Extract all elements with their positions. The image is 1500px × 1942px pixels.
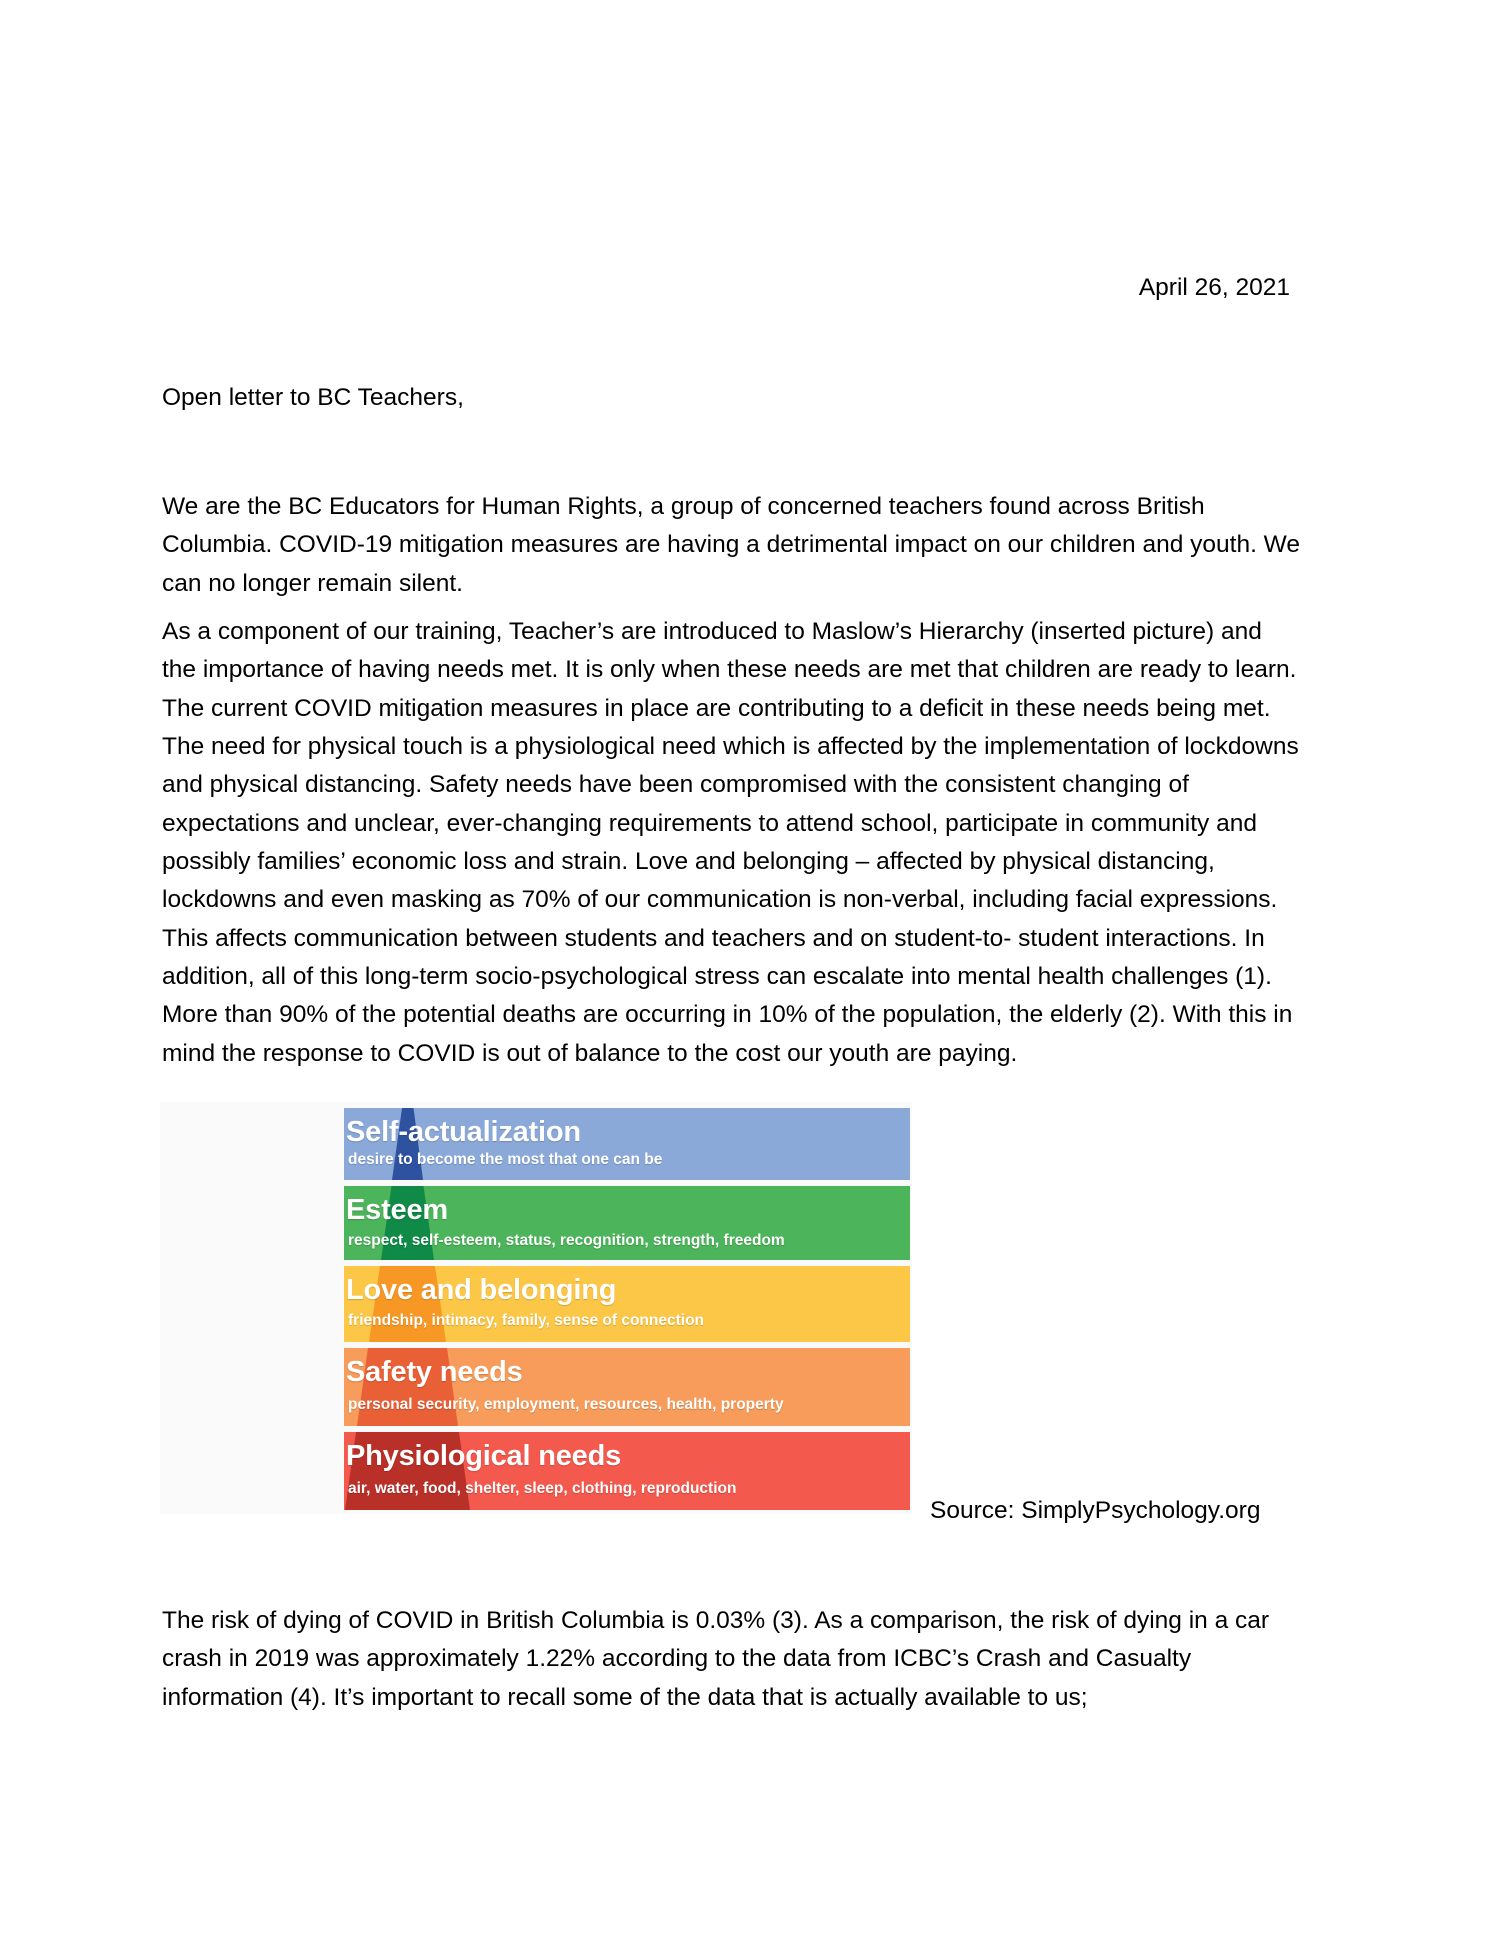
paragraph-risk-comparison: The risk of dying of COVID in British Columbia is 0.03% (3). As a comparison, the risk of dying in a car crash in 2019 was approximately 1.22% according to the data from ICBC’s Crash and Casualty information (4). It’s important to recall some of the data that is actually available to us; bbox=[162, 1607, 1270, 1711]
tier-bar-self-actualization bbox=[344, 1108, 910, 1180]
tier-subtitle-love-and-belonging: friendship, intimacy, family, sense of connection bbox=[348, 1312, 705, 1329]
paragraph-intro: We are the BC Educators for Human Rights, a group of concerned teachers found across British Columbia. COVID-19 mitigation measures are having a detrimental impact on our children and youth. We can no longer remain silent. bbox=[162, 493, 1300, 597]
tier-triangle-physiological-needs bbox=[345, 1432, 470, 1510]
tier-title-safety-needs: Safety needs bbox=[346, 1356, 523, 1388]
maslow-pyramid-graphic bbox=[160, 1102, 912, 1514]
tier-title-esteem: Esteem bbox=[346, 1194, 448, 1226]
tier-subtitle-esteem: respect, self-esteem, status, recognition, strength, freedom bbox=[348, 1232, 785, 1249]
tier-triangle-safety-needs bbox=[357, 1348, 458, 1426]
tier-title-love-and-belonging: Love and belonging bbox=[346, 1274, 617, 1306]
tier-subtitle-self-actualization: desire to become the most that one can be bbox=[348, 1151, 663, 1168]
tier-triangle-love-and-belonging bbox=[369, 1266, 446, 1342]
salutation-line: Open letter to BC Teachers, bbox=[162, 384, 464, 411]
figure-source-caption: Source: SimplyPsychology.org bbox=[930, 1497, 1261, 1524]
tier-title-physiological-needs: Physiological needs bbox=[346, 1440, 622, 1472]
maslow-figure bbox=[160, 1102, 912, 1514]
paragraph-maslow-hierarchy: As a component of our training, Teacher’s are introduced to Maslow’s Hierarchy (inserted picture) and the importance of having needs met. It is only when these needs are met that children are ready to learn. The current COVID mitigation measures in place are contributing to a deficit in these needs being met. The need for physical touch is a physiological need which is affected by the implementation of lockdowns and physical distancing. Safety needs have been compromised with the consistent changing of expectations and unclear, ever-changing requirements to attend school, participate in community and possibly families’ economic loss and strain. Love and belonging – affected by physical distancing, lockdowns and even masking as 70% of our communication is non-verbal, including facial expressions. This affects communication between students and teachers and on student-to- student interactions. In addition, all of this long-term socio-psychological stress can escalate into mental health challenges (1). More than 90% of the potential deaths are occurring in 10% of the population, the elderly (2). With this in mind the response to COVID is out of balance to the cost our youth are paying. bbox=[162, 618, 1299, 1067]
tier-subtitle-physiological-needs: air, water, food, shelter, sleep, clothing, reproduction bbox=[348, 1480, 737, 1497]
tier-title-self-actualization: Self-actualization bbox=[346, 1116, 581, 1148]
tier-subtitle-safety-needs: personal security, employment, resources, health, property bbox=[348, 1396, 784, 1413]
document-date: April 26, 2021 bbox=[1138, 274, 1290, 301]
